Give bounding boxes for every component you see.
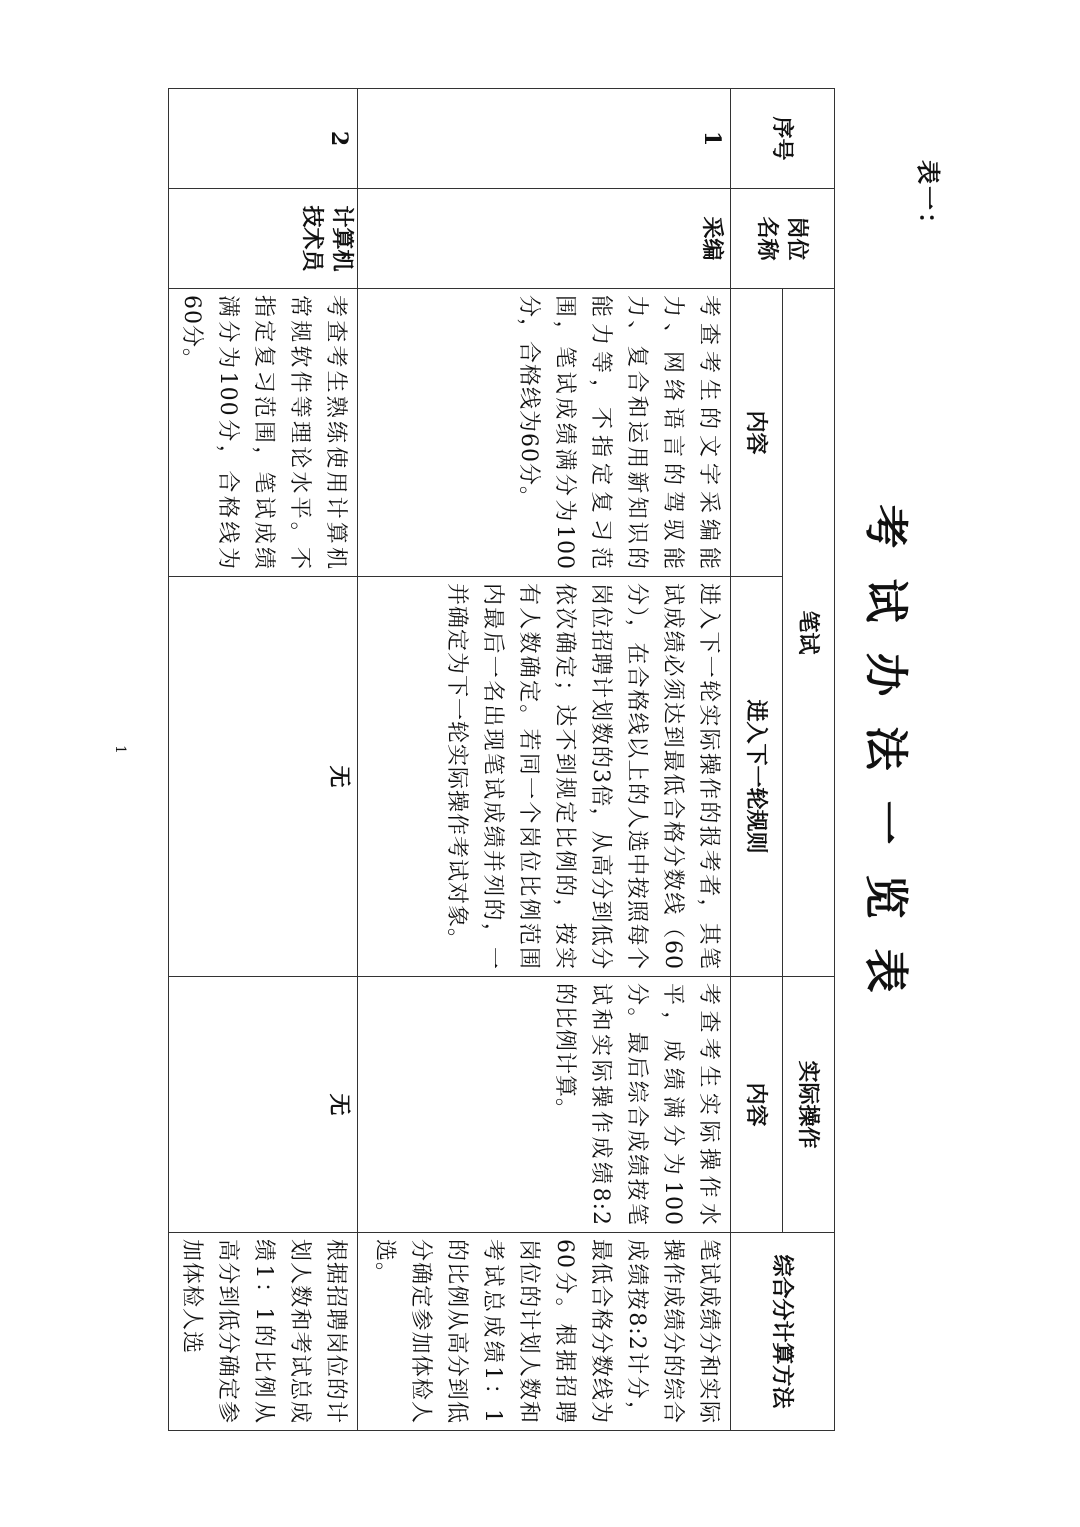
cell-text: 考查考生熟练使用计算机常规软件等理论水平。不指定复习范围，笔试成绩满分为100分，合格线为60分。 xyxy=(179,295,348,570)
header-seq: 序号 xyxy=(731,89,835,189)
table-row xyxy=(358,89,731,1431)
cell-text: 进入下一轮实际操作的报考者，其笔试成绩必须达到最低合格分数线（60分），在合格线以上的人选中按照每个岗位招聘计划数的3倍，从高分到低分依次确定；达不到规定比例的，按实有人数确定。若同一个岗位比例范围内最后一名出现笔试成绩并列的，一并确定为下一轮实际操作考试对象。 xyxy=(444,583,721,971)
row-written-rule xyxy=(358,577,731,977)
row-written-content xyxy=(358,289,731,577)
header-written-rule: 进入下一轮规则 xyxy=(731,577,783,977)
table-row xyxy=(169,89,358,1431)
cell-text: 根据招聘岗位的计划人数和考试总成绩1：1的比例从高分到低分确定参加体检人选 xyxy=(179,1239,348,1425)
page-title: 考试办法一览表 xyxy=(860,504,911,1023)
page-number: 1 xyxy=(112,745,128,754)
header-written: 笔试 xyxy=(783,289,835,977)
row-seq: 1 xyxy=(358,89,731,189)
row-practical-content: 无 xyxy=(169,977,358,1233)
cell-text: 考查考生的文字采编能力、网络语言的驾驭能力、复合和运用新知识的能力等，不指定复习范围，笔试成绩满分为100分，合格线为60分。 xyxy=(516,295,721,570)
header-position-name: 岗位 名称 xyxy=(731,189,835,289)
header-score-method: 综合分计算方法 xyxy=(731,1233,835,1431)
header-written-content: 内容 xyxy=(731,289,783,577)
cell-text: 笔试成绩分和实际操作成绩分的综合成绩按8:2计分，最低合格分数线为60分。根据招聘岗位的计划人数和考试总成绩1：1的比例从高分到低分确定参加体检人选。 xyxy=(372,1239,721,1425)
row-position: 采编 xyxy=(358,189,731,289)
row-practical-content xyxy=(358,977,731,1233)
table-label: 表一： xyxy=(914,160,943,238)
row-score-method xyxy=(358,1233,731,1431)
header-practical-content: 内容 xyxy=(731,977,783,1233)
row-position: 计算机 技术员 xyxy=(169,189,358,289)
row-written-rule: 无 xyxy=(169,577,358,977)
header-practical: 实际操作 xyxy=(783,977,835,1233)
exam-method-table xyxy=(168,88,835,1431)
row-written-content xyxy=(169,289,358,577)
row-seq: 2 xyxy=(169,89,358,189)
row-score-method xyxy=(169,1233,358,1431)
cell-text: 考查考生实际操作水平，成绩满分为100分。最后综合成绩按笔试和实际操作成绩8:2的比例计算。 xyxy=(552,983,721,1227)
